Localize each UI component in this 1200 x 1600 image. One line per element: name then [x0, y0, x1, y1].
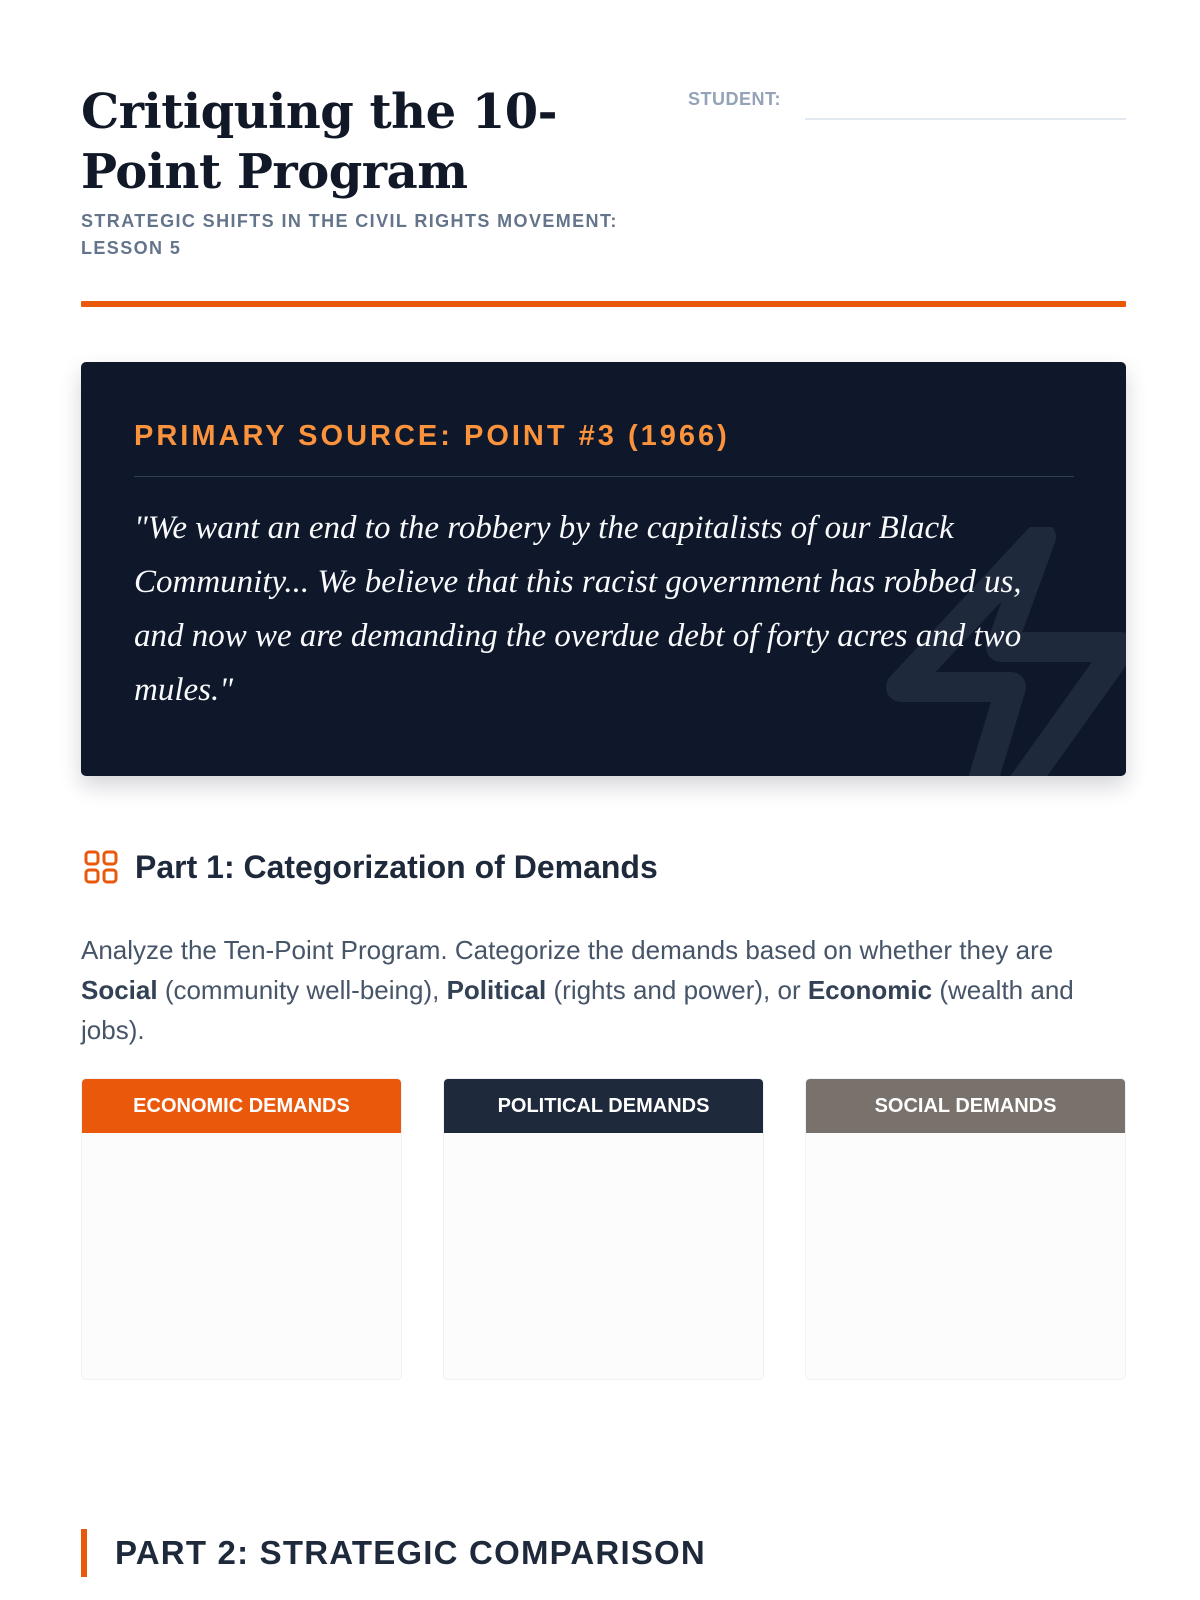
primary-source-card	[81, 362, 1126, 776]
political-demands-answer-area[interactable]	[444, 1133, 763, 1380]
lesson-subtitle: STRATEGIC SHIFTS IN THE CIVIL RIGHTS MOVEMENT: LESSON 5	[81, 211, 618, 258]
column-header-social: SOCIAL DEMANDS	[806, 1079, 1125, 1133]
part2-title: PART 2: STRATEGIC COMPARISON	[115, 1534, 706, 1571]
part1-heading	[81, 845, 658, 889]
economic-demands-answer-area[interactable]	[82, 1133, 401, 1380]
worksheet-header	[81, 0, 1126, 310]
student-name-field[interactable]	[805, 118, 1126, 120]
social-demands-column	[805, 1078, 1126, 1380]
social-description: (community well-being),	[157, 975, 447, 1005]
term-economic: Economic	[807, 975, 933, 1005]
student-label: STUDENT:	[688, 89, 781, 109]
political-description: (rights and power), or	[546, 975, 808, 1005]
header-divider	[81, 301, 1126, 307]
term-social: Social	[81, 975, 158, 1005]
part2-heading	[81, 1529, 706, 1577]
worksheet-page	[81, 0, 1126, 1571]
instructions-intro: Analyze the Ten-Point Program. Categorize the demands based on whether they are	[81, 935, 1054, 965]
grid-icon	[81, 847, 121, 887]
term-political: Political	[446, 975, 547, 1005]
source-divider	[134, 476, 1074, 477]
part1-instructions	[81, 930, 1111, 1050]
economic-demands-column	[81, 1078, 402, 1380]
column-header-economic: ECONOMIC DEMANDS	[82, 1079, 401, 1133]
source-quote: "We want an end to the robbery by the capitalists of our Black Community... We believe that this racist government has robbed us, and now we are demanding the overdue debt of forty acres and two mules."	[134, 510, 1022, 708]
demand-columns	[81, 1078, 1126, 1380]
political-demands-column	[443, 1078, 764, 1380]
part1-title: Part 1: Categorization of Demands	[135, 848, 658, 885]
social-demands-answer-area[interactable]	[806, 1133, 1125, 1380]
source-label: PRIMARY SOURCE: POINT #3 (1966)	[134, 420, 730, 452]
page-title: Critiquing the 10-Point Program	[81, 84, 558, 200]
column-header-political: POLITICAL DEMANDS	[444, 1079, 763, 1133]
economic-description: (wealth and jobs).	[81, 975, 1074, 1045]
